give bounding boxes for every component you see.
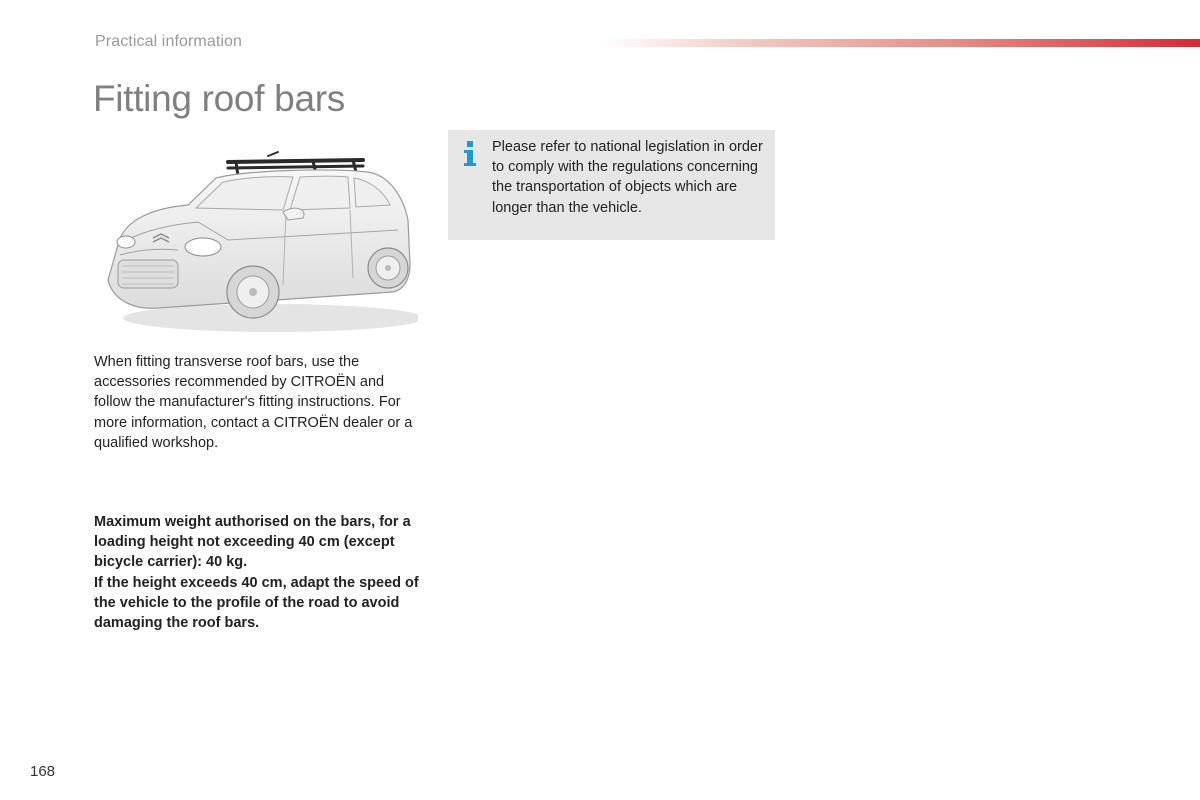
page-number: 168 [30,763,56,780]
info-text: Please refer to national legislation in order to comply with the regulations concerning the transportation of objects which are longer than the vehicle. [492,139,763,216]
header-accent-bar [600,39,1200,47]
car-with-roof-bars-icon [98,150,418,335]
front-wheel [227,266,279,318]
section-label: Practical information [95,33,243,50]
max-weight-warning [94,512,424,633]
info-box [448,130,775,240]
height-advice-line: If the height exceeds 40 cm, adapt the speed of the vehicle to the profile of the road to avoid damaging the roof bars. [94,574,419,632]
info-icon [463,141,477,167]
max-weight-line: Maximum weight authorised on the bars, for a loading height not exceeding 40 cm (except bicycle carrier): 40 kg. [94,514,411,571]
page-title: Fitting roof bars [93,78,345,119]
fitting-instructions-paragraph: When fitting transverse roof bars, use the accessories recommended by CITROËN and follow the manufacturer's fitting instructions. For more information, contact a CITROËN dealer or a qualified workshop. [94,354,413,451]
rear-wheel [368,248,408,288]
